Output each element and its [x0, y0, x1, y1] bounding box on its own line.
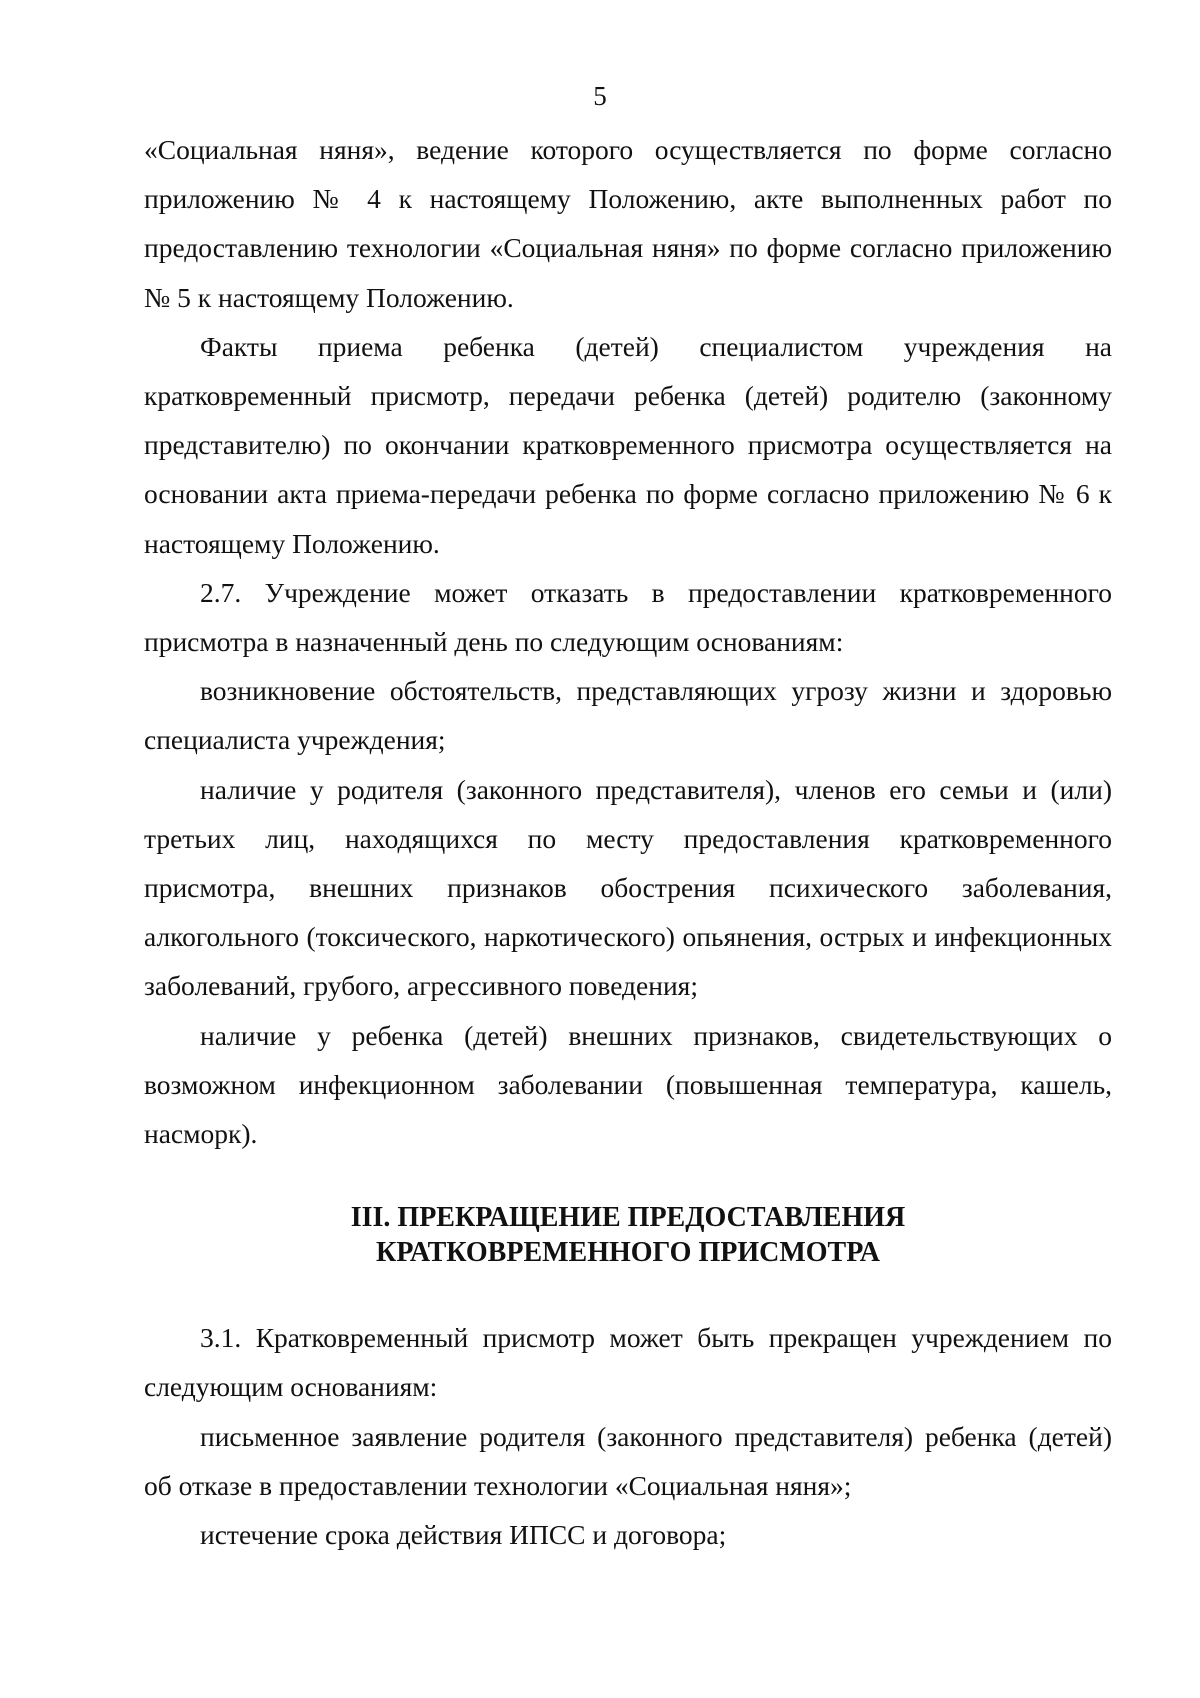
section-heading-line1: III. ПРЕКРАЩЕНИЕ ПРЕДОСТАВЛЕНИЯ [350, 1202, 906, 1234]
paragraph-reason-child-illness: наличие у ребенка (детей) внешних признаков, свидетельствующих о возможном инфекционном заболевании (повышенная температура, кашель, насморк). [144, 1019, 1112, 1150]
paragraph-acceptance-facts: Факты приема ребенка (детей) специалистом учреждения на кратковременный присмотр, передачи ребенка (детей) родителю (законному представителю) по окончании кратковременного присмотра осуществляется на основании акта приема-передачи ребенка по форме согласно приложению № 6 к настоящему Положению. [144, 330, 1112, 559]
document-body [144, 125, 1112, 1559]
paragraph-term-expiry: истечение срока действия ИПСС и договора; [200, 1519, 727, 1551]
section-heading [144, 1200, 1112, 1270]
paragraph-continuation: «Социальная няня», ведение которого осуществляется по форме согласно приложению № 4 к настоящему Положению, акте выполненных работ по предоставлению технологии «Социальная няня» по форме согласно приложению № 5 к настоящему Положению. [144, 134, 1112, 313]
paragraph-reason-parent-signs: наличие у родителя (законного представителя), членов его семьи и (или) третьих лиц, находящихся по месту предоставления кратковременного присмотра, внешних признаков обострения психического заболевания, алкогольного (токсического, наркотического) опьянения, острых и инфекционных заболеваний, грубого, агрессивного поведения; [144, 773, 1112, 1002]
page-number: 5 [593, 81, 607, 111]
section-heading-line2: КРАТКОВРЕМЕННОГО ПРИСМОТРА [376, 1237, 880, 1269]
paragraph-reason-threat: возникновение обстоятельств, представляющих угрозу жизни и здоровью специалиста учреждения; [144, 675, 1112, 756]
paragraph-3-1: 3.1. Кратковременный присмотр может быть прекращен учреждением по следующим основаниям: [144, 1322, 1112, 1403]
paragraph-written-request: письменное заявление родителя (законного представителя) ребенка (детей) об отказе в предоставлении технологии «Социальная няня»; [144, 1420, 1112, 1501]
paragraph-2-7: 2.7. Учреждение может отказать в предоставлении кратковременного присмотра в назначенный день по следующим основаниям: [144, 576, 1112, 658]
